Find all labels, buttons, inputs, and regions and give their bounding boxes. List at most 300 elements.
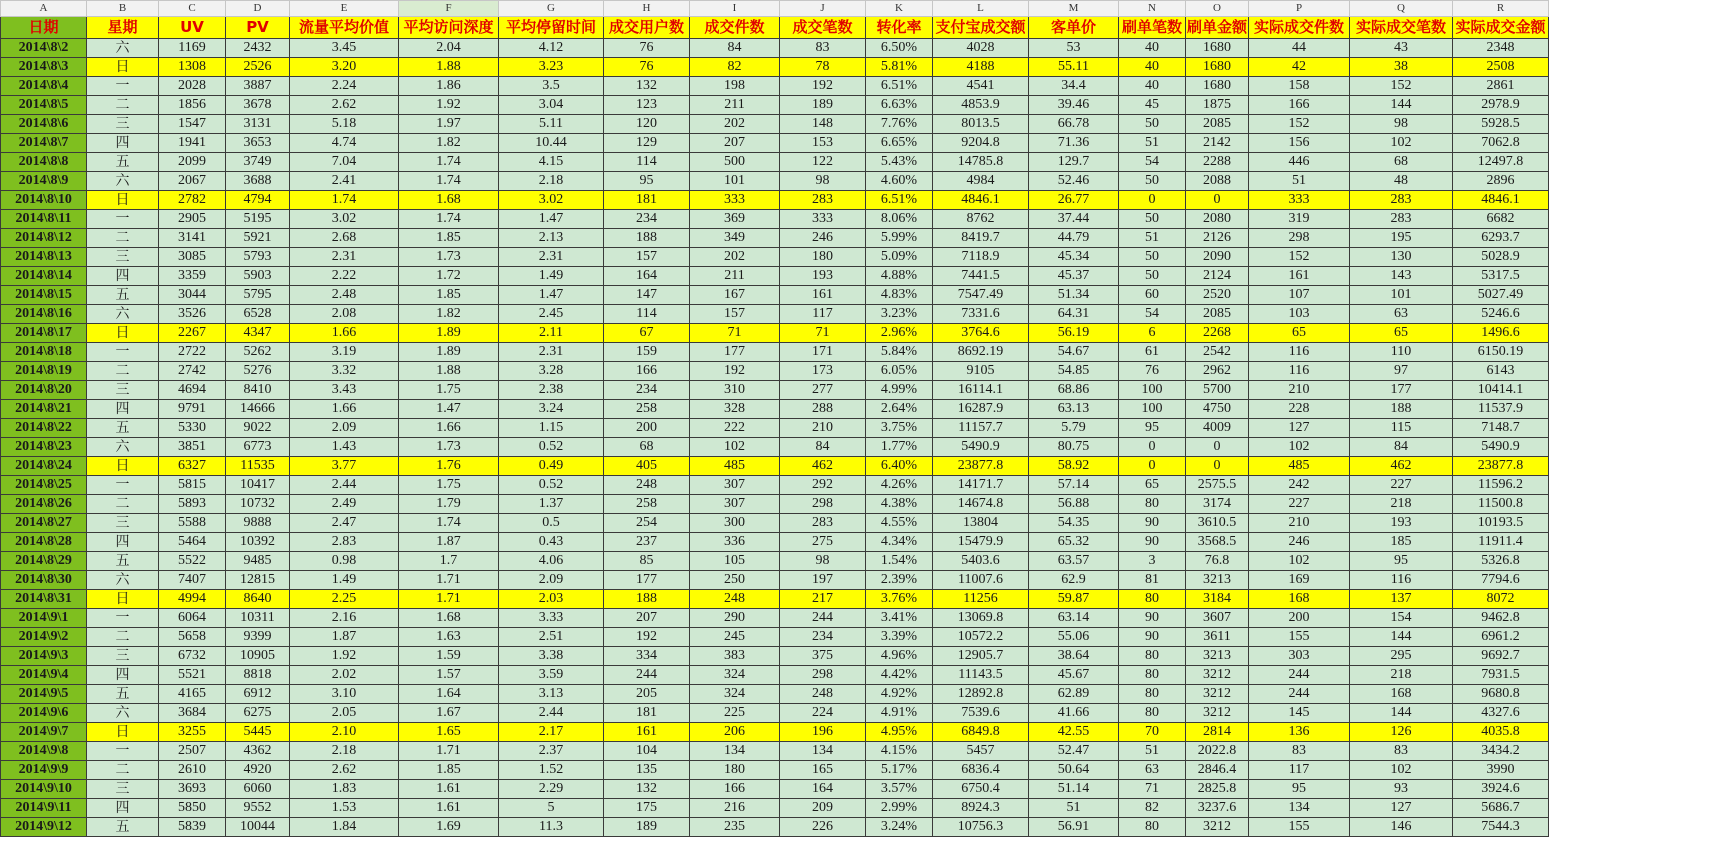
- table-cell[interactable]: 51: [1249, 172, 1350, 191]
- date-cell[interactable]: 2014\9\11: [1, 799, 87, 818]
- table-cell[interactable]: 10044: [226, 818, 290, 837]
- table-cell[interactable]: 209: [780, 799, 866, 818]
- table-cell[interactable]: 1.61: [399, 780, 499, 799]
- table-cell[interactable]: 三: [87, 514, 159, 533]
- table-cell[interactable]: 200: [1249, 609, 1350, 628]
- table-cell[interactable]: 71: [690, 324, 780, 343]
- table-cell[interactable]: 3237.6: [1186, 799, 1249, 818]
- table-cell[interactable]: 117: [780, 305, 866, 324]
- table-cell[interactable]: 298: [780, 666, 866, 685]
- table-cell[interactable]: 193: [1350, 514, 1453, 533]
- table-cell[interactable]: 2088: [1186, 172, 1249, 191]
- table-cell[interactable]: 216: [690, 799, 780, 818]
- table-cell[interactable]: 4347: [226, 324, 290, 343]
- table-cell[interactable]: 205: [604, 685, 690, 704]
- table-cell[interactable]: 39.46: [1029, 96, 1119, 115]
- table-cell[interactable]: 159: [604, 343, 690, 362]
- table-cell[interactable]: 3851: [159, 438, 226, 457]
- table-cell[interactable]: 95: [1350, 552, 1453, 571]
- table-cell[interactable]: 5921: [226, 229, 290, 248]
- table-cell[interactable]: 8692.19: [933, 343, 1029, 362]
- table-cell[interactable]: 10.44: [499, 134, 604, 153]
- table-cell[interactable]: 177: [690, 343, 780, 362]
- table-cell[interactable]: 8.06%: [866, 210, 933, 229]
- table-cell[interactable]: 68.86: [1029, 381, 1119, 400]
- table-cell[interactable]: 2085: [1186, 115, 1249, 134]
- table-cell[interactable]: 5317.5: [1453, 267, 1549, 286]
- date-cell[interactable]: 2014\8\31: [1, 590, 87, 609]
- table-cell[interactable]: 303: [1249, 647, 1350, 666]
- header-cell[interactable]: 支付宝成交额: [933, 17, 1029, 39]
- date-cell[interactable]: 2014\9\9: [1, 761, 87, 780]
- table-cell[interactable]: 63.14: [1029, 609, 1119, 628]
- table-cell[interactable]: 5195: [226, 210, 290, 229]
- table-cell[interactable]: 0.98: [290, 552, 399, 571]
- table-cell[interactable]: 4.38%: [866, 495, 933, 514]
- table-cell[interactable]: 177: [1350, 381, 1453, 400]
- table-cell[interactable]: 6773: [226, 438, 290, 457]
- table-cell[interactable]: 206: [690, 723, 780, 742]
- table-cell[interactable]: 333: [1249, 191, 1350, 210]
- table-cell[interactable]: 3.5: [499, 77, 604, 96]
- table-cell[interactable]: 2610: [159, 761, 226, 780]
- table-cell[interactable]: 185: [1350, 533, 1453, 552]
- table-cell[interactable]: 5850: [159, 799, 226, 818]
- table-cell[interactable]: 8419.7: [933, 229, 1029, 248]
- table-cell[interactable]: 1.53: [290, 799, 399, 818]
- table-cell[interactable]: 3.10: [290, 685, 399, 704]
- table-cell[interactable]: 210: [1249, 381, 1350, 400]
- table-cell[interactable]: 6682: [1453, 210, 1549, 229]
- table-cell[interactable]: 40: [1119, 39, 1186, 58]
- table-cell[interactable]: 1.64: [399, 685, 499, 704]
- table-cell[interactable]: 76: [1119, 362, 1186, 381]
- table-cell[interactable]: 1.82: [399, 305, 499, 324]
- table-cell[interactable]: 55.11: [1029, 58, 1119, 77]
- table-cell[interactable]: 101: [1350, 286, 1453, 305]
- header-cell[interactable]: 实际成交金额: [1453, 17, 1549, 39]
- table-cell[interactable]: 222: [690, 419, 780, 438]
- table-cell[interactable]: 349: [690, 229, 780, 248]
- table-cell[interactable]: 5326.8: [1453, 552, 1549, 571]
- table-cell[interactable]: 4.74: [290, 134, 399, 153]
- table-cell[interactable]: 129: [604, 134, 690, 153]
- table-cell[interactable]: 9791: [159, 400, 226, 419]
- table-cell[interactable]: 1.77%: [866, 438, 933, 457]
- table-cell[interactable]: 52.46: [1029, 172, 1119, 191]
- table-cell[interactable]: 7331.6: [933, 305, 1029, 324]
- date-cell[interactable]: 2014\8\30: [1, 571, 87, 590]
- table-cell[interactable]: 11256: [933, 590, 1029, 609]
- table-cell[interactable]: 1.74: [399, 172, 499, 191]
- table-cell[interactable]: 283: [1350, 210, 1453, 229]
- column-letter-L[interactable]: L: [933, 1, 1029, 17]
- table-cell[interactable]: 0.5: [499, 514, 604, 533]
- table-cell[interactable]: 324: [690, 666, 780, 685]
- table-cell[interactable]: 45.37: [1029, 267, 1119, 286]
- table-cell[interactable]: 81: [1119, 571, 1186, 590]
- table-cell[interactable]: 224: [780, 704, 866, 723]
- table-cell[interactable]: 1.68: [399, 609, 499, 628]
- table-cell[interactable]: 336: [690, 533, 780, 552]
- table-cell[interactable]: 3.75%: [866, 419, 933, 438]
- table-cell[interactable]: 248: [690, 590, 780, 609]
- column-letter-J[interactable]: J: [780, 1, 866, 17]
- table-cell[interactable]: 211: [690, 96, 780, 115]
- table-cell[interactable]: 54.85: [1029, 362, 1119, 381]
- table-cell[interactable]: 85: [604, 552, 690, 571]
- table-cell[interactable]: 2099: [159, 153, 226, 172]
- table-cell[interactable]: 2846.4: [1186, 761, 1249, 780]
- header-cell[interactable]: 转化率: [866, 17, 933, 39]
- table-cell[interactable]: 71: [780, 324, 866, 343]
- header-cell[interactable]: UV: [159, 17, 226, 39]
- table-cell[interactable]: 90: [1119, 514, 1186, 533]
- table-cell[interactable]: 7794.6: [1453, 571, 1549, 590]
- table-cell[interactable]: 4694: [159, 381, 226, 400]
- table-cell[interactable]: 5.79: [1029, 419, 1119, 438]
- table-cell[interactable]: 三: [87, 381, 159, 400]
- table-cell[interactable]: 1.73: [399, 248, 499, 267]
- table-cell[interactable]: 7441.5: [933, 267, 1029, 286]
- table-cell[interactable]: 114: [604, 153, 690, 172]
- table-cell[interactable]: 2861: [1453, 77, 1549, 96]
- table-cell[interactable]: 14171.7: [933, 476, 1029, 495]
- table-cell[interactable]: 245: [690, 628, 780, 647]
- table-cell[interactable]: 2.51: [499, 628, 604, 647]
- date-cell[interactable]: 2014\8\27: [1, 514, 87, 533]
- table-cell[interactable]: 11143.5: [933, 666, 1029, 685]
- table-cell[interactable]: 135: [604, 761, 690, 780]
- table-cell[interactable]: 324: [690, 685, 780, 704]
- table-cell[interactable]: 1680: [1186, 77, 1249, 96]
- table-cell[interactable]: 110: [1350, 343, 1453, 362]
- table-cell[interactable]: 1.57: [399, 666, 499, 685]
- table-cell[interactable]: 40: [1119, 58, 1186, 77]
- table-cell[interactable]: 5027.49: [1453, 286, 1549, 305]
- table-cell[interactable]: 5464: [159, 533, 226, 552]
- table-cell[interactable]: 1.66: [290, 400, 399, 419]
- table-cell[interactable]: 1.59: [399, 647, 499, 666]
- table-cell[interactable]: 1680: [1186, 58, 1249, 77]
- table-cell[interactable]: 5.99%: [866, 229, 933, 248]
- table-cell[interactable]: 383: [690, 647, 780, 666]
- table-cell[interactable]: 9888: [226, 514, 290, 533]
- date-cell[interactable]: 2014\9\2: [1, 628, 87, 647]
- table-cell[interactable]: 54: [1119, 153, 1186, 172]
- table-cell[interactable]: 275: [780, 533, 866, 552]
- date-cell[interactable]: 2014\9\4: [1, 666, 87, 685]
- table-cell[interactable]: 369: [690, 210, 780, 229]
- table-cell[interactable]: 61: [1119, 343, 1186, 362]
- table-cell[interactable]: 132: [604, 77, 690, 96]
- table-cell[interactable]: 462: [1350, 457, 1453, 476]
- table-cell[interactable]: 3174: [1186, 495, 1249, 514]
- column-letter-R[interactable]: R: [1453, 1, 1549, 17]
- table-cell[interactable]: 50: [1119, 267, 1186, 286]
- table-cell[interactable]: 258: [604, 495, 690, 514]
- table-cell[interactable]: 1.63: [399, 628, 499, 647]
- table-cell[interactable]: 2.48: [290, 286, 399, 305]
- table-cell[interactable]: 2.29: [499, 780, 604, 799]
- table-cell[interactable]: 5686.7: [1453, 799, 1549, 818]
- table-cell[interactable]: 68: [1350, 153, 1453, 172]
- table-cell[interactable]: 12815: [226, 571, 290, 590]
- table-cell[interactable]: 98: [780, 172, 866, 191]
- table-cell[interactable]: 43: [1350, 39, 1453, 58]
- table-cell[interactable]: 234: [604, 381, 690, 400]
- table-cell[interactable]: 1.87: [399, 533, 499, 552]
- table-cell[interactable]: 3141: [159, 229, 226, 248]
- table-cell[interactable]: 5490.9: [933, 438, 1029, 457]
- table-cell[interactable]: 10756.3: [933, 818, 1029, 837]
- date-cell[interactable]: 2014\9\12: [1, 818, 87, 837]
- table-cell[interactable]: 4920: [226, 761, 290, 780]
- table-cell[interactable]: 1.65: [399, 723, 499, 742]
- table-cell[interactable]: 102: [690, 438, 780, 457]
- table-cell[interactable]: 4541: [933, 77, 1029, 96]
- header-cell[interactable]: 实际成交件数: [1249, 17, 1350, 39]
- table-cell[interactable]: 71: [1119, 780, 1186, 799]
- table-cell[interactable]: 2978.9: [1453, 96, 1549, 115]
- table-cell[interactable]: 11911.4: [1453, 533, 1549, 552]
- table-cell[interactable]: 4.92%: [866, 685, 933, 704]
- table-cell[interactable]: 62.9: [1029, 571, 1119, 590]
- table-cell[interactable]: 63.57: [1029, 552, 1119, 571]
- table-cell[interactable]: 1.72: [399, 267, 499, 286]
- table-cell[interactable]: 1856: [159, 96, 226, 115]
- column-letter-K[interactable]: K: [866, 1, 933, 17]
- table-cell[interactable]: 2896: [1453, 172, 1549, 191]
- table-cell[interactable]: 97: [1350, 362, 1453, 381]
- table-cell[interactable]: 2.83: [290, 533, 399, 552]
- table-cell[interactable]: 5795: [226, 286, 290, 305]
- table-cell[interactable]: 42: [1249, 58, 1350, 77]
- table-cell[interactable]: 254: [604, 514, 690, 533]
- table-cell[interactable]: 134: [1249, 799, 1350, 818]
- table-cell[interactable]: 2.99%: [866, 799, 933, 818]
- table-cell[interactable]: 1.74: [399, 514, 499, 533]
- column-letter-G[interactable]: G: [499, 1, 604, 17]
- table-cell[interactable]: 1.74: [399, 210, 499, 229]
- table-cell[interactable]: 6060: [226, 780, 290, 799]
- table-cell[interactable]: 83: [780, 39, 866, 58]
- date-cell[interactable]: 2014\8\5: [1, 96, 87, 115]
- table-cell[interactable]: 1.71: [399, 590, 499, 609]
- table-cell[interactable]: 38: [1350, 58, 1453, 77]
- table-cell[interactable]: 4.15: [499, 153, 604, 172]
- table-cell[interactable]: 319: [1249, 210, 1350, 229]
- table-cell[interactable]: 244: [780, 609, 866, 628]
- table-cell[interactable]: 114: [604, 305, 690, 324]
- table-cell[interactable]: 192: [780, 77, 866, 96]
- table-cell[interactable]: 211: [690, 267, 780, 286]
- table-cell[interactable]: 7544.3: [1453, 818, 1549, 837]
- table-cell[interactable]: 123: [604, 96, 690, 115]
- date-cell[interactable]: 2014\8\17: [1, 324, 87, 343]
- date-cell[interactable]: 2014\9\10: [1, 780, 87, 799]
- table-cell[interactable]: 157: [690, 305, 780, 324]
- table-cell[interactable]: 161: [780, 286, 866, 305]
- table-cell[interactable]: 1.85: [399, 286, 499, 305]
- table-cell[interactable]: 3.23%: [866, 305, 933, 324]
- table-cell[interactable]: 7.76%: [866, 115, 933, 134]
- table-cell[interactable]: 6912: [226, 685, 290, 704]
- table-cell[interactable]: 1.75: [399, 476, 499, 495]
- table-cell[interactable]: 4.83%: [866, 286, 933, 305]
- table-cell[interactable]: 2022.8: [1186, 742, 1249, 761]
- table-cell[interactable]: 1169: [159, 39, 226, 58]
- table-cell[interactable]: 2.31: [290, 248, 399, 267]
- table-cell[interactable]: 82: [690, 58, 780, 77]
- table-cell[interactable]: 2.62: [290, 96, 399, 115]
- table-cell[interactable]: 42.55: [1029, 723, 1119, 742]
- table-cell[interactable]: 129.7: [1029, 153, 1119, 172]
- table-cell[interactable]: 134: [690, 742, 780, 761]
- table-cell[interactable]: 四: [87, 533, 159, 552]
- table-cell[interactable]: 57.14: [1029, 476, 1119, 495]
- table-cell[interactable]: 6: [1119, 324, 1186, 343]
- table-cell[interactable]: 二: [87, 628, 159, 647]
- table-cell[interactable]: 189: [604, 818, 690, 837]
- table-cell[interactable]: 188: [1350, 400, 1453, 419]
- table-cell[interactable]: 45: [1119, 96, 1186, 115]
- table-cell[interactable]: 8924.3: [933, 799, 1029, 818]
- table-cell[interactable]: 6.51%: [866, 77, 933, 96]
- table-cell[interactable]: 64.31: [1029, 305, 1119, 324]
- table-cell[interactable]: 5521: [159, 666, 226, 685]
- header-cell[interactable]: 成交件数: [690, 17, 780, 39]
- table-cell[interactable]: 168: [1249, 590, 1350, 609]
- table-cell[interactable]: 202: [690, 248, 780, 267]
- header-cell[interactable]: 日期: [1, 17, 87, 39]
- date-cell[interactable]: 2014\8\4: [1, 77, 87, 96]
- table-cell[interactable]: 3.24%: [866, 818, 933, 837]
- table-cell[interactable]: 171: [780, 343, 866, 362]
- table-cell[interactable]: 1.37: [499, 495, 604, 514]
- table-cell[interactable]: 105: [690, 552, 780, 571]
- table-cell[interactable]: 1.69: [399, 818, 499, 837]
- table-cell[interactable]: 8013.5: [933, 115, 1029, 134]
- table-cell[interactable]: 5.11: [499, 115, 604, 134]
- table-cell[interactable]: 156: [1249, 134, 1350, 153]
- table-cell[interactable]: 283: [1350, 191, 1453, 210]
- table-cell[interactable]: 218: [1350, 666, 1453, 685]
- date-cell[interactable]: 2014\8\21: [1, 400, 87, 419]
- table-cell[interactable]: 5522: [159, 552, 226, 571]
- date-cell[interactable]: 2014\9\3: [1, 647, 87, 666]
- table-cell[interactable]: 63: [1350, 305, 1453, 324]
- table-cell[interactable]: 127: [1350, 799, 1453, 818]
- table-cell[interactable]: 2.25: [290, 590, 399, 609]
- table-cell[interactable]: 103: [1249, 305, 1350, 324]
- table-cell[interactable]: 4.12: [499, 39, 604, 58]
- table-cell[interactable]: 16114.1: [933, 381, 1029, 400]
- column-letter-I[interactable]: I: [690, 1, 780, 17]
- table-cell[interactable]: 4362: [226, 742, 290, 761]
- table-cell[interactable]: 5262: [226, 343, 290, 362]
- table-cell[interactable]: 56.91: [1029, 818, 1119, 837]
- table-cell[interactable]: 6.51%: [866, 191, 933, 210]
- table-cell[interactable]: 六: [87, 39, 159, 58]
- table-cell[interactable]: 1.66: [399, 419, 499, 438]
- table-cell[interactable]: 71.36: [1029, 134, 1119, 153]
- header-cell[interactable]: PV: [226, 17, 290, 39]
- table-cell[interactable]: 95: [1119, 419, 1186, 438]
- table-cell[interactable]: 235: [690, 818, 780, 837]
- table-cell[interactable]: 242: [1249, 476, 1350, 495]
- table-cell[interactable]: 80: [1119, 590, 1186, 609]
- column-letter-N[interactable]: N: [1119, 1, 1186, 17]
- table-cell[interactable]: 2.03: [499, 590, 604, 609]
- date-cell[interactable]: 2014\9\1: [1, 609, 87, 628]
- table-cell[interactable]: 237: [604, 533, 690, 552]
- table-cell[interactable]: 3764.6: [933, 324, 1029, 343]
- table-cell[interactable]: 1.47: [399, 400, 499, 419]
- table-cell[interactable]: 3688: [226, 172, 290, 191]
- table-cell[interactable]: 5903: [226, 267, 290, 286]
- table-cell[interactable]: 298: [780, 495, 866, 514]
- table-cell[interactable]: 153: [780, 134, 866, 153]
- table-cell[interactable]: 2742: [159, 362, 226, 381]
- table-cell[interactable]: 9022: [226, 419, 290, 438]
- table-cell[interactable]: 207: [604, 609, 690, 628]
- table-cell[interactable]: 80: [1119, 685, 1186, 704]
- table-cell[interactable]: 50: [1119, 172, 1186, 191]
- column-letter-O[interactable]: O: [1186, 1, 1249, 17]
- date-cell[interactable]: 2014\9\8: [1, 742, 87, 761]
- table-cell[interactable]: 6961.2: [1453, 628, 1549, 647]
- table-cell[interactable]: 3212: [1186, 666, 1249, 685]
- table-cell[interactable]: 234: [780, 628, 866, 647]
- table-cell[interactable]: 188: [604, 590, 690, 609]
- table-cell[interactable]: 154: [1350, 609, 1453, 628]
- table-cell[interactable]: 197: [780, 571, 866, 590]
- table-cell[interactable]: 8640: [226, 590, 290, 609]
- table-cell[interactable]: 227: [1350, 476, 1453, 495]
- date-cell[interactable]: 2014\8\13: [1, 248, 87, 267]
- table-cell[interactable]: 56.19: [1029, 324, 1119, 343]
- table-cell[interactable]: 四: [87, 666, 159, 685]
- table-cell[interactable]: 2.68: [290, 229, 399, 248]
- date-cell[interactable]: 2014\8\16: [1, 305, 87, 324]
- table-cell[interactable]: 5: [499, 799, 604, 818]
- table-cell[interactable]: 4846.1: [1453, 191, 1549, 210]
- header-cell[interactable]: 星期: [87, 17, 159, 39]
- table-cell[interactable]: 9399: [226, 628, 290, 647]
- table-cell[interactable]: 144: [1350, 704, 1453, 723]
- table-cell[interactable]: 51.14: [1029, 780, 1119, 799]
- date-cell[interactable]: 2014\8\20: [1, 381, 87, 400]
- table-cell[interactable]: 日: [87, 324, 159, 343]
- table-cell[interactable]: 63: [1119, 761, 1186, 780]
- table-cell[interactable]: 一: [87, 77, 159, 96]
- table-cell[interactable]: 14785.8: [933, 153, 1029, 172]
- table-cell[interactable]: 0: [1119, 438, 1186, 457]
- table-cell[interactable]: 146: [1350, 818, 1453, 837]
- table-cell[interactable]: 2.96%: [866, 324, 933, 343]
- table-cell[interactable]: 1.61: [399, 799, 499, 818]
- table-cell[interactable]: 4.95%: [866, 723, 933, 742]
- table-cell[interactable]: 246: [1249, 533, 1350, 552]
- table-cell[interactable]: 2.10: [290, 723, 399, 742]
- table-cell[interactable]: 3990: [1453, 761, 1549, 780]
- table-cell[interactable]: 1875: [1186, 96, 1249, 115]
- table-cell[interactable]: 6.65%: [866, 134, 933, 153]
- table-cell[interactable]: 283: [780, 191, 866, 210]
- header-cell[interactable]: 刷单笔数: [1119, 17, 1186, 39]
- table-cell[interactable]: 9485: [226, 552, 290, 571]
